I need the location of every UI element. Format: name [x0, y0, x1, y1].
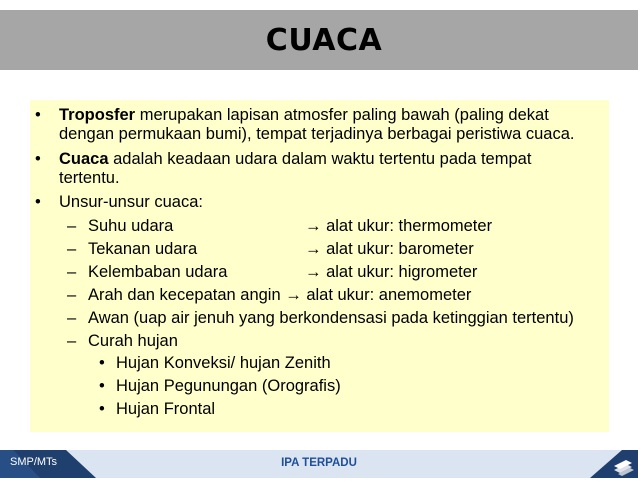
- bullet-marker: •: [35, 150, 41, 168]
- dash-marker: –: [67, 263, 77, 281]
- sub-item-tool: → alat ukur: barometer: [305, 240, 474, 258]
- footer: [0, 450, 638, 478]
- bullet-cuaca-line2: tertentu.: [59, 169, 120, 187]
- footer-level-label: SMP/MTs: [10, 456, 58, 468]
- footer-subject-label: IPA TERPADU: [281, 457, 357, 469]
- footer-right-banner: [588, 450, 638, 483]
- dash-marker: –: [67, 286, 77, 304]
- dash-marker: –: [67, 309, 77, 327]
- bullet-marker: •: [99, 377, 105, 395]
- bullet-unsur-cuaca: Unsur-unsur cuaca:: [59, 193, 203, 211]
- term-cuaca: Cuaca: [59, 150, 109, 168]
- content-box: [30, 100, 609, 432]
- bullet-troposfer-text: merupakan lapisan atmosfer paling bawah (paling dekat: [135, 106, 549, 124]
- bullet-marker: •: [99, 400, 105, 418]
- rain-type-item: Hujan Frontal: [116, 400, 216, 418]
- dash-marker: –: [67, 332, 77, 350]
- bullet-marker: •: [35, 106, 41, 124]
- sub-item-text: Arah dan kecepatan angin → alat ukur: anemometer: [88, 286, 472, 304]
- bullet-troposfer-line2: dengan permukaan bumi), tempat terjadinya berbagai peristiwa cuaca.: [59, 125, 575, 143]
- sub-item-name: Tekanan udara: [88, 240, 198, 258]
- sub-item-tool: → alat ukur: thermometer: [305, 217, 493, 235]
- bullet-troposfer-line1: [59, 106, 549, 125]
- sub-item-text: Awan (uap air jenuh yang berkondensasi pada ketinggian tertentu): [88, 309, 574, 327]
- rain-type-item: Hujan Pegunungan (Orografis): [116, 377, 341, 395]
- dash-marker: –: [67, 240, 77, 258]
- bullet-cuaca-text: adalah keadaan udara dalam waktu tertentu pada tempat: [108, 150, 532, 168]
- title-bar: [0, 10, 638, 70]
- footer-logo-icon: [588, 450, 638, 478]
- sub-item-name: Kelembaban udara: [88, 263, 228, 281]
- sub-item-tool: → alat ukur: higrometer: [305, 263, 478, 281]
- dash-marker: –: [67, 217, 77, 235]
- bullet-marker: •: [99, 354, 105, 372]
- rain-type-item: Hujan Konveksi/ hujan Zenith: [116, 354, 331, 372]
- bullet-marker: •: [35, 193, 41, 211]
- slide-title: CUACA: [265, 22, 383, 58]
- sub-item-text: Curah hujan: [88, 332, 178, 350]
- sub-item-name: Suhu udara: [88, 217, 174, 235]
- term-troposfer: Troposfer: [59, 106, 136, 124]
- bullet-cuaca-line1: [59, 150, 531, 169]
